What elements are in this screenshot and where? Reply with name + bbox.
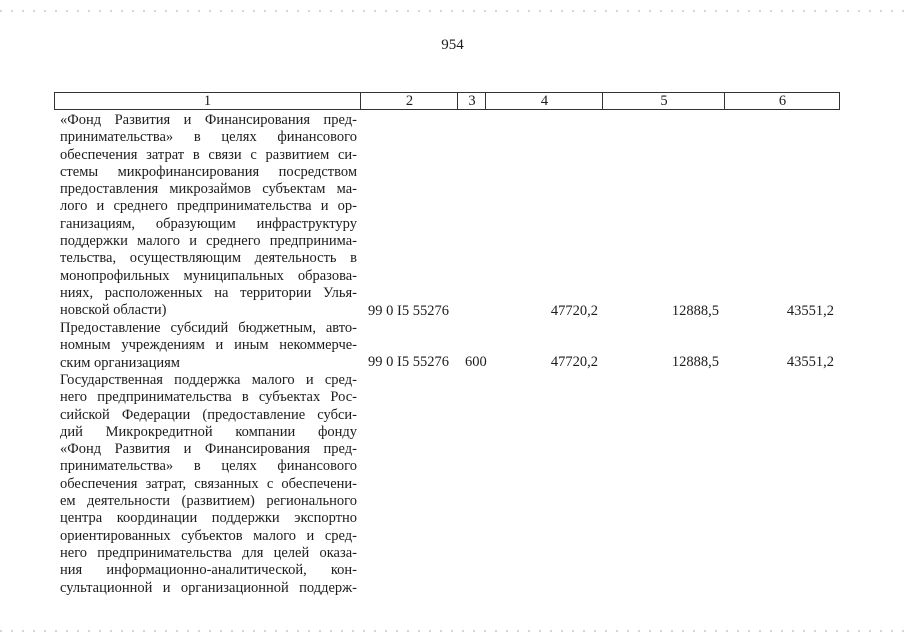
- row-value-col4: 47720,2: [550, 354, 598, 370]
- scan-artifact-bottom: [0, 630, 905, 632]
- description-line: сийской Федерации (предоставление субси-: [60, 406, 357, 423]
- description-line: монопрофильных муниципальных образова-: [60, 267, 357, 284]
- row-value-col4: 47720,2: [550, 303, 598, 319]
- row-value-col5: 12888,5: [671, 303, 719, 319]
- description-line: сультационной и организационной поддерж-: [60, 579, 357, 596]
- column-header-1: 1: [203, 93, 212, 109]
- description-line: него предпринимательства в субъектах Рос-: [60, 389, 357, 406]
- page-number: 954: [441, 37, 464, 53]
- description-line: ориентированных субъектов малого и сред-: [60, 527, 357, 544]
- description-line: номным учреждениям и иным некоммерче-: [60, 337, 357, 354]
- description-line: принимательства» в целях финансового: [60, 458, 357, 475]
- description-line: стемы микрофинансирования посредством: [60, 163, 357, 180]
- description-line: «Фонд Развития и Финансирования пред-: [60, 441, 357, 458]
- table-row-description: [60, 320, 357, 372]
- column-header-2: 2: [360, 93, 458, 109]
- description-line: Предоставление субсидий бюджетным, авто-: [60, 320, 357, 336]
- description-line: «Фонд Развития и Финансирования пред-: [60, 112, 357, 128]
- description-line: новской области): [60, 302, 167, 319]
- row-value-col5: 12888,5: [671, 354, 719, 370]
- table-header: [54, 92, 840, 110]
- description-line: тельства, осуществляющим деятельность в: [60, 250, 357, 267]
- column-header-5: 5: [602, 93, 725, 109]
- description-line: обеспечения затрат в связи с развитием си-: [60, 146, 357, 163]
- row-code: 99 0 I5 55276: [368, 354, 449, 370]
- row-value-col6: 43551,2: [786, 354, 834, 370]
- scan-artifact-top: [0, 10, 905, 12]
- description-line: ским организациям: [60, 354, 180, 371]
- description-line: ния информационно-аналитической, кон-: [60, 562, 357, 579]
- row-type: 600: [465, 354, 487, 370]
- description-line: лого и среднего предпринимательства и ор-: [60, 198, 357, 215]
- description-line: дий Микрокредитной компании фонду: [60, 423, 357, 440]
- description-line: ем деятельности (развитием) регионального: [60, 493, 357, 510]
- description-line: обеспечения затрат, связанных с обеспечени-: [60, 475, 357, 492]
- column-header-4: 4: [485, 93, 603, 109]
- description-line: ганизациям, образующим инфраструктуру: [60, 215, 357, 232]
- description-line: предоставления микрозаймов субъектам ма-: [60, 181, 357, 198]
- description-line: ниях, расположенных на территории Улья-: [60, 284, 357, 301]
- description-line: него предпринимательства для целей оказа-: [60, 544, 357, 561]
- table-row-description: [60, 372, 357, 597]
- description-line: центра координации поддержки экспортно: [60, 510, 357, 527]
- description-line: принимательства» в целях финансового: [60, 129, 357, 146]
- column-header-3: 3: [457, 93, 486, 109]
- column-header-6: 6: [724, 93, 840, 109]
- description-line: поддержки малого и среднего предпринима-: [60, 233, 357, 250]
- row-value-col6: 43551,2: [786, 303, 834, 319]
- description-line: Государственная поддержка малого и сред-: [60, 372, 357, 388]
- row-code: 99 0 I5 55276: [368, 303, 449, 319]
- table-row-description: [60, 112, 357, 320]
